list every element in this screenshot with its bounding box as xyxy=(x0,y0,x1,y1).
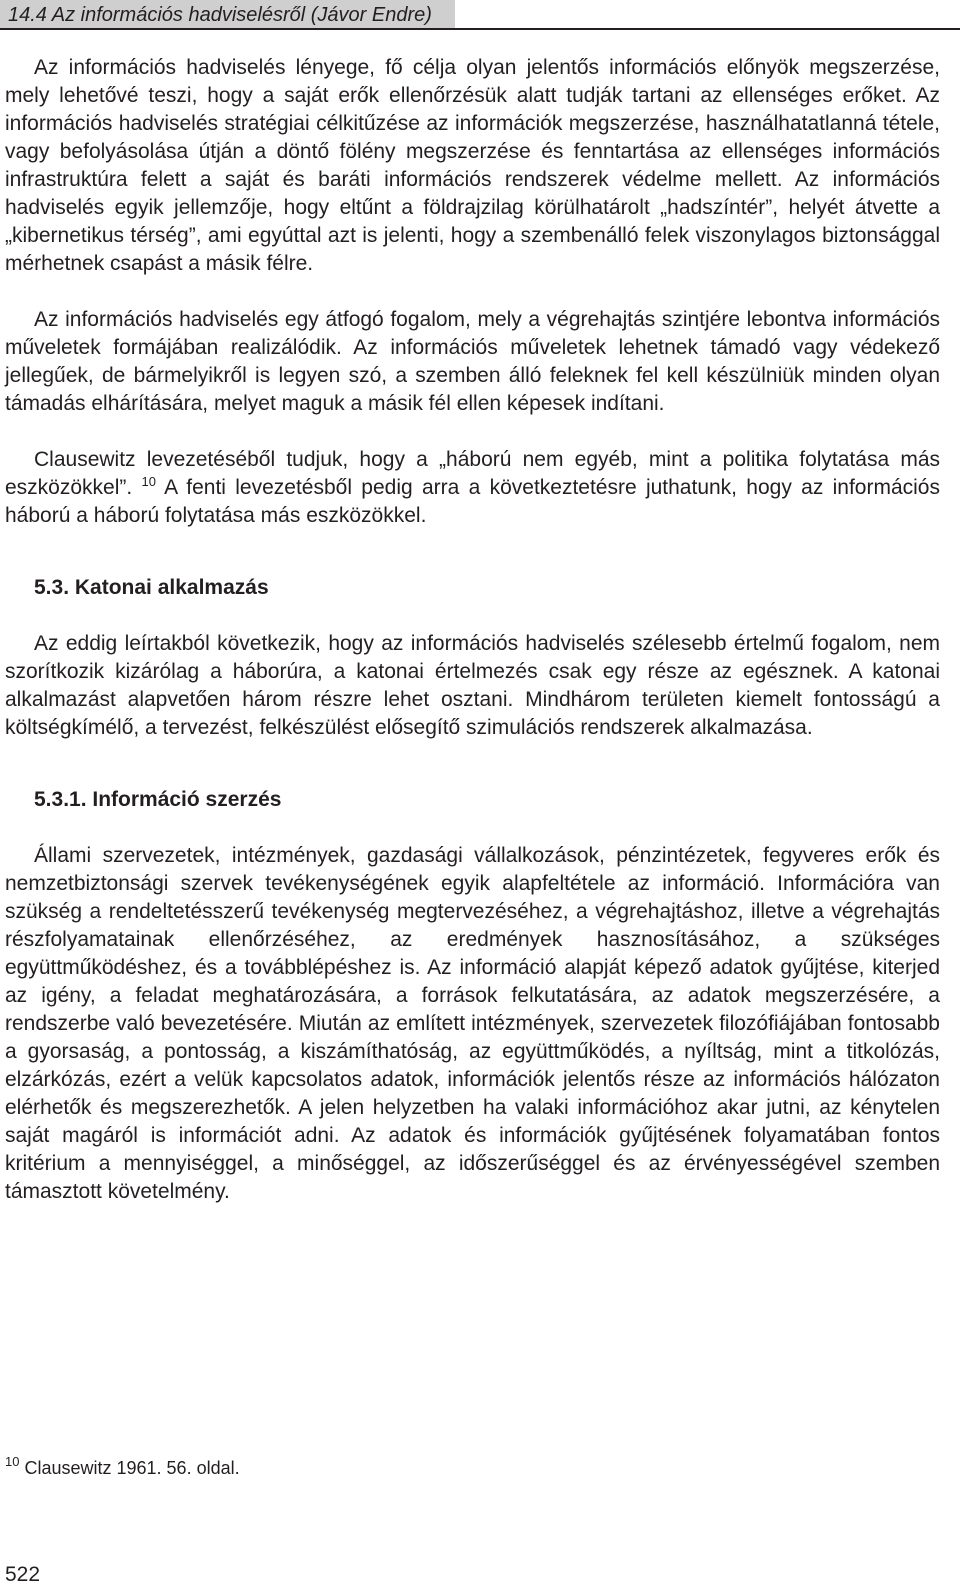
footnote-number: 10 xyxy=(5,1454,20,1469)
running-header xyxy=(0,0,455,30)
paragraph-3-text-before: Clausewitz levezetéséből tudjuk, hogy a „háború nem egyéb, mint a politika folytatása más eszközökkel”. xyxy=(5,448,940,499)
section-heading-5-3-1: 5.3.1. Információ szerzés xyxy=(34,788,282,811)
paragraph-3-text-after: A fenti levezetésből pedig arra a következtetésre juthatunk, hogy az információs háború a háború folytatása más eszközökkel. xyxy=(5,476,940,527)
paragraph-2: Az információs hadviselés egy átfogó fogalom, mely a végrehajtás szintjére lebontva információs műveletek formájában realizálódik. Az információs műveletek lehetnek támadó vagy védekező jellegűek, de bármelyikről is legyen szó, a szemben álló feleknek fel kell készülniük minden olyan támadás elhárítására, melyet maguk a másik fél ellen képesek indítani. xyxy=(5,308,940,415)
running-header-title: 14.4 Az információs hadviselésről (Jávor Endre) xyxy=(8,4,432,26)
paragraph-5: Állami szervezetek, intézmények, gazdasági vállalkozások, pénzintézetek, fegyveres erők és nemzetbiztonsági szervek tevékenységének egyik alapfeltétele az információ. Információra van szükség a rendeltetésszerű tevékenység megtervezéséhez, a végrehajtáshoz, illetve a végrehajtás részfolyamatainak ellenőrzéséhez, az eredmények hasznosításához, a szükséges együttműködéshez, és a továbblépéshez is. Az információ alapját képező adatok gyűjtése, kiterjed az igény, a feladat meghatározására, a források felkutatására, az adatok megszerzésére, a rendszerbe való bevezetésére. Miután az említett intézmények, szervezetek filozófiájában fontosabb a gyorsaság, a pontosság, a kiszámíthatóság, az együttműködés, a nyíltság, mint a titkolózás, elzárkózás, ezért a velük kapcsolatos adatok, információk jelentős része az információs hálózaton elérhetők és megszerezhetők. A jelen helyzetben ha valaki információhoz akar jutni, az kénytelen saját magáról is információt adni. Az adatok és információk gyűjtésének folyamatában fontos kritérium a mennyiséggel, a minőséggel, az időszerűséggel és az érvényességével szemben támasztott követelmény. xyxy=(5,844,940,1203)
paragraph-1: Az információs hadviselés lényege, fő célja olyan jelentős információs előnyök megszerzése, mely lehetővé teszi, hogy a saját erők ellenőrzésük alatt tudják tartani az ellenséges erőket. Az információs hadviselés stratégiai célkitűzése az információk megszerzése, használhatatlanná tétele, vagy befolyásolása útján a döntő fölény megszerzése és fenntartása az ellenséges információs infrastruktúra felett a saját és baráti információs rendszerek védelme mellett. Az információs hadviselés egyik jellemzője, hogy eltűnt a földrajzilag körülhatárolt „hadszíntér”, helyét átvette a „kibernetikus térség”, ami egyúttal azt is jelenti, hogy a szembenálló felek viszonylagos biztonsággal mérhetnek csapást a másik félre. xyxy=(5,56,940,275)
header-rule xyxy=(455,28,960,30)
footnote xyxy=(5,1454,240,1479)
section-heading-5-3: 5.3. Katonai alkalmazás xyxy=(34,576,269,599)
footnote-reference: 10 xyxy=(141,474,156,489)
paragraph-3 xyxy=(5,446,940,530)
body-text xyxy=(5,54,940,1206)
footnote-text: Clausewitz 1961. 56. oldal. xyxy=(19,1458,240,1478)
page-number: 522 xyxy=(5,1563,41,1586)
paragraph-4: Az eddig leírtakból következik, hogy az információs hadviselés szélesebb értelmű fogalom, nem szorítkozik kizárólag a háborúra, a katonai értelmezés csak egy része az egésznek. A katonai alkalmazást alapvetően három részre lehet osztani. Mindhárom területen kiemelt fontosságú a költségkímélő, a tervezést, felkészülést elősegítő szimulációs rendszerek alkalmazása. xyxy=(5,632,940,739)
